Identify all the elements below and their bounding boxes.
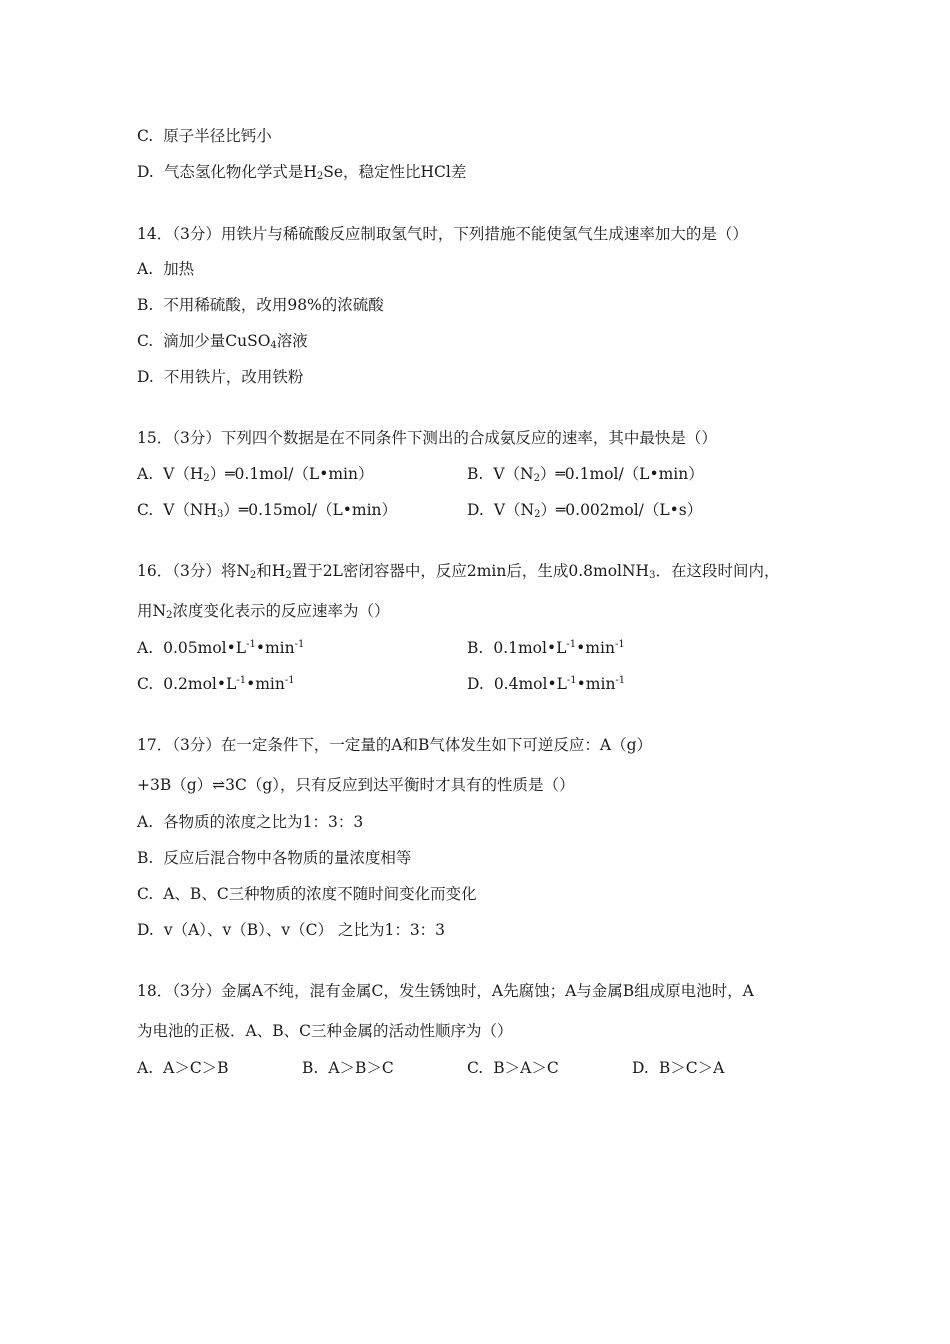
option-text: A＞B＞C xyxy=(328,1059,394,1077)
option-label: A. xyxy=(137,813,154,831)
stem-text: 用N xyxy=(137,602,167,620)
option-text-tail: ）═0.1mol/（L•min） xyxy=(209,465,374,483)
q15-stem: 15．（3分）下列四个数据是在不同条件下测出的合成氨反应的速率，其中最快是（） xyxy=(137,429,717,447)
q16-option-d xyxy=(467,674,625,694)
option-text: 加热 xyxy=(163,260,195,278)
stem-text: 和H xyxy=(256,562,286,580)
option-text: 0.2mol•L xyxy=(163,675,237,693)
option-label: C. xyxy=(137,332,154,350)
q13-option-d xyxy=(137,162,466,182)
q14-option-b xyxy=(137,295,384,315)
option-label: B. xyxy=(467,465,484,483)
subscript: 4 xyxy=(270,340,277,351)
option-text: 不用铁片，改用铁粉 xyxy=(163,368,304,386)
q17-option-a xyxy=(137,812,363,832)
subscript: 2 xyxy=(534,509,541,520)
option-text: A、B、C三种物质的浓度不随时间变化而变化 xyxy=(163,885,477,903)
option-text: B＞A＞C xyxy=(493,1059,559,1077)
q16-option-b xyxy=(467,638,625,658)
subscript: 3 xyxy=(649,570,656,581)
option-text: V（N xyxy=(493,501,535,519)
subscript: 2 xyxy=(285,570,292,581)
option-text: 原子半径比钙小 xyxy=(163,127,272,145)
q13-option-c xyxy=(137,126,272,146)
option-text: B＞C＞A xyxy=(658,1059,725,1077)
q16-stem-line1 xyxy=(137,561,779,581)
option-label: A. xyxy=(137,639,154,657)
option-label: B. xyxy=(137,849,154,867)
q15-option-a xyxy=(137,464,373,484)
stem-text: 16．（3分）将N xyxy=(137,562,250,580)
option-text: V（H xyxy=(163,465,204,483)
option-label: A. xyxy=(137,1059,154,1077)
q18-option-d xyxy=(632,1058,724,1078)
subscript: 2 xyxy=(203,473,210,484)
q17-option-d xyxy=(137,920,445,940)
option-text: 各物质的浓度之比为1：3：3 xyxy=(163,813,364,831)
option-text: 0.4mol•L xyxy=(493,675,567,693)
q18-stem-line1: 18．（3分）金属A不纯，混有金属C，发生锈蚀时，A先腐蚀；A与金属B组成原电池时，A xyxy=(137,982,754,1000)
q18-option-c xyxy=(467,1058,559,1078)
q18-option-b xyxy=(302,1058,394,1078)
option-text: 反应后混合物中各物质的量浓度相等 xyxy=(163,849,412,867)
q16-stem-line2 xyxy=(137,601,389,621)
option-label: C. xyxy=(137,675,154,693)
q18-stem-line2: 为电池的正极．A、B、C三种金属的活动性顺序为（） xyxy=(137,1022,513,1040)
subscript: 3 xyxy=(217,509,224,520)
option-text-tail: ）═0.1mol/（L•min） xyxy=(539,465,704,483)
option-text-unit: •min xyxy=(246,675,285,693)
stem-text: ．在这段时间内， xyxy=(655,562,780,580)
option-label: D. xyxy=(467,501,484,519)
subscript: 2 xyxy=(249,570,257,581)
option-text-unit: •min xyxy=(576,639,615,657)
q15-option-d xyxy=(467,500,702,520)
stem-text: 置于2L密闭容器中，反应2min后，生成0.8molNH xyxy=(291,562,650,580)
q14-stem: 14．（3分）用铁片与稀硫酸反应制取氢气时，下列措施不能使氢气生成速率加大的是（） xyxy=(137,225,748,243)
option-text: 气态氢化物化学式是H xyxy=(163,163,317,181)
q18-option-a xyxy=(137,1058,229,1078)
superscript: -1 xyxy=(566,639,577,650)
option-label: A. xyxy=(137,465,154,483)
option-label: B. xyxy=(137,296,154,314)
q14-option-d xyxy=(137,367,303,387)
option-text-tail: Se，稳定性比HCl差 xyxy=(323,163,467,181)
option-label: C. xyxy=(137,501,154,519)
superscript: -1 xyxy=(615,675,626,686)
option-label: D. xyxy=(632,1059,649,1077)
option-text-unit: •min xyxy=(255,639,295,657)
superscript: -1 xyxy=(284,675,295,686)
option-text-tail: ）═0.15mol/（L•min） xyxy=(223,501,398,519)
subscript: 2 xyxy=(316,171,324,182)
subscript: 2 xyxy=(166,610,173,621)
q17-option-b xyxy=(137,848,411,868)
superscript: -1 xyxy=(294,639,305,650)
option-text-unit: •min xyxy=(576,675,616,693)
superscript: -1 xyxy=(236,675,247,686)
option-text: A＞C＞B xyxy=(163,1059,229,1077)
q14-option-a xyxy=(137,259,194,279)
option-text: 滴加少量CuSO xyxy=(163,332,271,350)
option-label: D. xyxy=(137,163,154,181)
option-text: 不用稀硫酸，改用98%的浓硫酸 xyxy=(163,296,384,314)
option-label: D. xyxy=(467,675,484,693)
option-label: D. xyxy=(137,368,154,386)
option-text-tail: ）═0.002mol/（L•s） xyxy=(540,501,703,519)
option-text: V（NH xyxy=(163,501,218,519)
option-text-tail: 溶液 xyxy=(276,332,308,350)
option-label: C. xyxy=(137,885,154,903)
option-text: V（N xyxy=(493,465,534,483)
option-label: C. xyxy=(137,127,154,145)
superscript: -1 xyxy=(246,639,256,650)
q17-option-c xyxy=(137,884,477,904)
option-label: B. xyxy=(467,639,484,657)
q14-option-c xyxy=(137,331,308,351)
option-text: 0.05mol•L xyxy=(163,639,247,657)
option-text: v（A）、v（B）、v（C） 之比为1：3：3 xyxy=(163,921,446,939)
subscript: 2 xyxy=(533,473,540,484)
q17-stem-line1: 17．（3分）在一定条件下，一定量的A和B气体发生如下可逆反应：A（g） xyxy=(137,736,653,754)
q17-stem-line2: +3B（g）⇌3C（g），只有反应到达平衡时才具有的性质是（） xyxy=(137,776,575,794)
option-text: 0.1mol•L xyxy=(493,639,567,657)
superscript: -1 xyxy=(566,675,577,686)
option-label: C. xyxy=(467,1059,484,1077)
q16-option-c xyxy=(137,674,295,694)
stem-text: 浓度变化表示的反应速率为（） xyxy=(172,602,390,620)
superscript: -1 xyxy=(614,639,625,650)
option-label: A. xyxy=(137,260,154,278)
q15-option-c xyxy=(137,500,397,520)
option-label: B. xyxy=(302,1059,319,1077)
option-label: D. xyxy=(137,921,154,939)
q15-option-b xyxy=(467,464,704,484)
q16-option-a xyxy=(137,638,304,658)
